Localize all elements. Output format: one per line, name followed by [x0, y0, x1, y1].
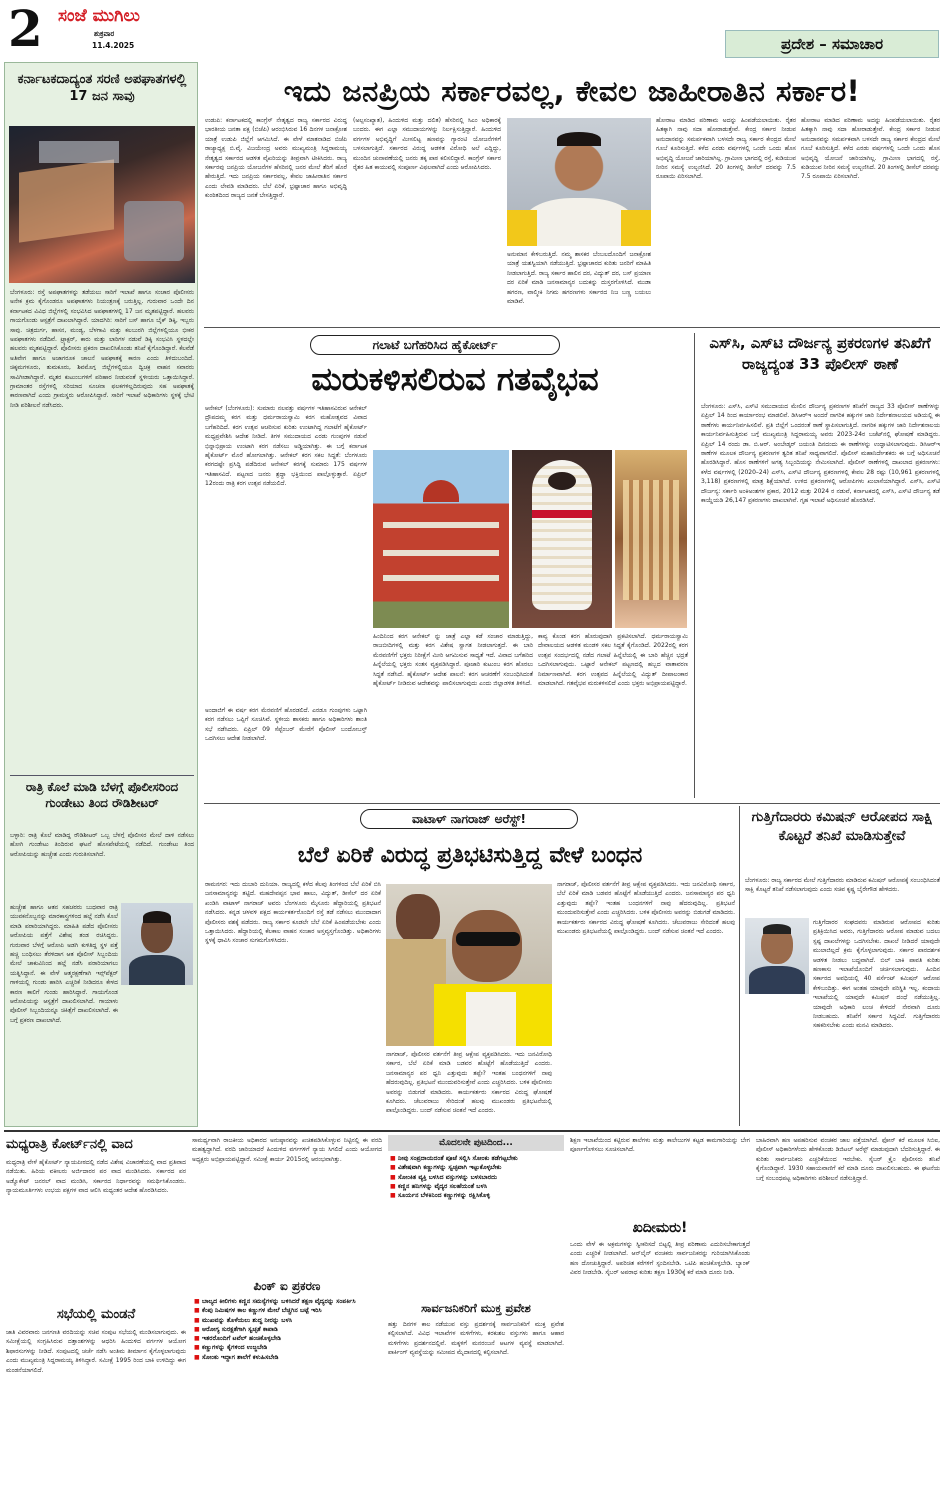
lead-col-3: ಅನುಮಾನ ಕೇಳಿಬರುತ್ತಿದೆ. ನಮ್ಮ ಶಾಸಕರ ಬೆಂಬಲದೊಂದಿಗೆ ಜನಾಕ್ರೋಶ ಯಾತ್ರೆ ಯಶಸ್ವಿಯಾಗಿ ನಡೆಯುತ್ತಿದೆ. ಭ್ರಷ್ಟಾಚಾರದ ಕುರಿತು ಜನರಿಗೆ ಮಾಹಿತಿ ನೀಡಲಾಗುತ್ತಿದೆ. ರಾಜ್ಯ ಸರ್ಕಾರ ಹಾಲಿನ ದರ, ವಿದ್ಯುತ್ ದರ, ಬಸ್ ಪ್ರಯಾಣ ದರ ಏರಿಕೆ ಮಾಡಿ ಜನಸಾಮಾನ್ಯರ ಬದುಕನ್ನು ದುಸ್ತರಗೊಳಿಸಿದೆ. ಮುಡಾ ಹಗರಣ, ವಾಲ್ಮೀಕಿ ನಿಗಮ ಹಗರಣಗಳು ಸರ್ಕಾರದ ನಿಜ ಬಣ್ಣ ಬಯಲು ಮಾಡಿವೆ. [507, 251, 651, 306]
public-entry-body: ಹತ್ತು ದಿನಗಳ ಕಾಲ ನಡೆಯುವ ವಸ್ತು ಪ್ರದರ್ಶನಕ್ಕೆ ಸಾರ್ವಜನಿಕರಿಗೆ ಮುಕ್ತ ಪ್ರವೇಶ ಕಲ್ಪಿಸಲಾಗಿದೆ. ವಿವಿಧ ಇಲಾಖೆಗಳ ಮಳಿಗೆಗಳು, ಕರಕುಶಲ ವಸ್ತುಗಳು ಹಾಗೂ ಆಹಾರ ಮಳಿಗೆಗಳು ಪ್ರದರ್ಶನದಲ್ಲಿವೆ. ಮಕ್ಕಳಿಗೆ ಮನರಂಜನೆ ಆಟಗಳ ವ್ಯವಸ್ಥೆ ಮಾಡಲಾಗಿದೆ. ಪಾರ್ಕಿಂಗ್ ವ್ಯವಸ್ಥೆಯನ್ನು ಸಮೀಪದ ಮೈದಾನದಲ್ಲಿ ಕಲ್ಪಿಸಲಾಗಿದೆ. [388, 1321, 564, 1357]
lead-col-5: ಹೋರಾಟ ಮಾಡಿದ ಪರಿಣಾಮ ಅದನ್ನು ಹಿಂಪಡೆಯಲಾಯಿತು. ರೈತರ ಹಿತಕ್ಕಾಗಿ ನಾವು ಸದಾ ಹೋರಾಡುತ್ತೇವೆ. ಕೇಂದ್ರ ಸರ್ಕಾರ ನೀಡುವ ಅನುದಾನವನ್ನು ಸಮರ್ಪಕವಾಗಿ ಬಳಸದೇ ರಾಜ್ಯ ಸರ್ಕಾರ ಕೇಂದ್ರದ ಮೇಲೆ ಗೂಬೆ ಕೂರಿಸುತ್ತಿದೆ. ಕಳೆದ ಎರಡು ವರ್ಷಗಳಲ್ಲಿ ಒಂದೇ ಒಂದು ಹೊಸ ಅಭಿವೃದ್ಧಿ ಯೋಜನೆ ಜಾರಿಯಾಗಿಲ್ಲ. ಗ್ರಾಮೀಣ ಭಾಗದಲ್ಲಿ ರಸ್ತೆ, ಕುಡಿಯುವ ನೀರಿನ ಸಮಸ್ಯೆ ಉಲ್ಬಣಿಸಿದೆ. 20 ತಿಂಗಳಲ್ಲಿ ಡೀಸೆಲ್ ದರವನ್ನು 7.5 ರೂಪಾಯಿ ಏರಿಸಲಾಗಿದೆ. [801, 117, 940, 181]
pink-eye-item: ■ ಕಣ್ಣುಗಳನ್ನು ಕೈಗಳಿಂದ ಉಜ್ಜಬೇಡಿ [194, 1343, 382, 1352]
bottom-col-2-top: ಸಾಮರ್ಥ್ಯವಾಗಿ ರಾಜಕೀಯ ಅಧಿಕಾರದ ಅನುಷ್ಠಾನವನ್ನು ಖಚಿತಪಡಿಸಿಕೊಳ್ಳುವ ನಿಟ್ಟಿನಲ್ಲಿ ಈ ವರದಿ ಮಹತ್ವದ್ದಾಗಿದೆ. ವರದಿ ಜಾರಿಯಾದರೆ ಹಿಂದುಳಿದ ವರ್ಗಗಳಿಗೆ ನ್ಯಾಯ ಸಿಗಲಿದೆ ಎಂದು ಆಯೋಗದ ಅಧ್ಯಕ್ಷರು ಅಭಿಪ್ರಾಯಪಟ್ಟಿದ್ದಾರೆ. ಸಮೀಕ್ಷೆ ಕಾರ್ಯ 2015ರಲ್ಲಿ ಆರಂಭವಾಗಿತ್ತು. [192, 1137, 382, 1163]
karaga-crowd-photo [615, 450, 687, 628]
lead-col-2: (ಅಲ್ಪಸಂಖ್ಯಾತ), ಹಿಂದುಳಿದ ಮತ್ತು ದಲಿತ) ಹೆಸರಿನಲ್ಲಿ ಸಿಎಂ ಅಧಿಕಾರಕ್ಕೆ ಬಂದರು. ಈಗ ಎಲ್ಲಾ ಸಮುದಾಯಗಳನ್ನು ನಿರ್ಲಕ್ಷಿಸುತ್ತಿದ್ದಾರೆ. ಹಿಂದುಳಿದ ವರ್ಗಗಳ ಅಭಿವೃದ್ಧಿಗೆ ಮೀಸಲಿಟ್ಟ ಹಣವನ್ನು ಗ್ಯಾರಂಟಿ ಯೋಜನೆಗಳಿಗೆ ಬಳಸಲಾಗುತ್ತಿದೆ. ಸರ್ಕಾರದ ವಿರುದ್ಧ ಆಡಳಿತ ವಿರೋಧಿ ಅಲೆ ಎದ್ದಿದ್ದು, ಮುಂದಿನ ಚುನಾವಣೆಯಲ್ಲಿ ಜನರು ತಕ್ಕ ಪಾಠ ಕಲಿಸಲಿದ್ದಾರೆ. ಕಾಂಗ್ರೆಸ್ ಸರ್ಕಾರ ರೈತರ ಹಿತ ಕಾಯುವಲ್ಲಿ ಸಂಪೂರ್ಣ ವಿಫಲವಾಗಿದೆ ಎಂದು ಆರೋಪಿಸಿದರು. [353, 117, 501, 172]
sidebar-story-rowdy: ಹುಚ್ಚೇಶ ಹಾಗೂ ಆತನ ಸಹಚರರು ಬುಧವಾರ ರಾತ್ರಿ ಯುವಕನೊಬ್ಬನನ್ನು ಮಾರಕಾಸ್ತ್ರಗಳಿಂದ ಹಲ್ಲೆ ನಡೆಸಿ ಕೊಲೆ ಮಾಡಿ ಪರಾರಿಯಾಗಿದ್ದರು. ಮಾಹಿತಿ ಪಡೆದ ಪೊಲೀಸರು ಆರೋಪಿಯ ಪತ್ತೆಗೆ ವಿಶೇಷ ತಂಡ ರಚಿಸಿದ್ದರು. ಗುರುವಾರ ಬೆಳಗ್ಗೆ ಆರೋಪಿ ಅಡಗಿ ಕುಳಿತಿದ್ದ ಸ್ಥಳ ಪತ್ತೆ ಹಚ್ಚಿ ಬಂಧಿಸಲು ತೆರಳಿದಾಗ ಆತ ಪೊಲೀಸ್ ಸಿಬ್ಬಂದಿಯ ಮೇಲೆ ಚಾಕುವಿನಿಂದ ಹಲ್ಲೆ ನಡೆಸಿ ಪರಾರಿಯಾಗಲು ಯತ್ನಿಸಿದ್ದಾನೆ. ಈ ವೇಳೆ ಆತ್ಮರಕ್ಷಣೆಗಾಗಿ ಇನ್ಸ್‌ಪೆಕ್ಟರ್ ಗಾಳಿಯಲ್ಲಿ ಗುಂಡು ಹಾರಿಸಿ ಎಚ್ಚರಿಕೆ ನೀಡಿದರೂ ಕೇಳದ ಕಾರಣ ಕಾಲಿಗೆ ಗುಂಡು ಹಾರಿಸಿದ್ದಾರೆ. ಗಾಯಗೊಂಡ ಆರೋಪಿಯನ್ನು ಆಸ್ಪತ್ರೆಗೆ ದಾಖಲಿಸಲಾಗಿದೆ. ಗಾಯಾಳು ಪೊಲೀಸ್ ಸಿಬ್ಬಂದಿಯನ್ನೂ ಚಿಕಿತ್ಸೆಗೆ ದಾಖಲಿಸಲಾಗಿದೆ. ಈ ಬಗ್ಗೆ ಪ್ರಕರಣ ದಾಖಲಾಗಿದೆ. [10, 904, 118, 1024]
khadi-heading: ಖದೀಮರು! [632, 1220, 688, 1236]
khadi-body: ಒಂದು ವೇಳೆ ಈ ಅಕ್ರಮಗಳನ್ನು ಸ್ವೀಕರಿಸದೆ ಬಿಟ್ಟಲ್ಲಿ ತೀವ್ರ ಪರಿಣಾಮ ಎದುರಿಸಬೇಕಾಗುತ್ತದೆ ಎಂದು ಎಚ್ಚರಿಕೆ ನೀಡಲಾಗಿದೆ. ಆನ್‌ಲೈನ್ ವಂಚಕರು ಸಾರ್ವಜನಿಕರನ್ನು ಗುರಿಯಾಗಿಸಿಕೊಂಡು ಹಣ ದೋಚುತ್ತಿದ್ದಾರೆ. ಅಪರಿಚಿತ ಕರೆಗಳಿಗೆ ಸ್ಪಂದಿಸಬೇಡಿ. ಒಟಿಪಿ ಹಂಚಿಕೊಳ್ಳಬೇಡಿ. ಬ್ಯಾಂಕ್ ವಿವರ ನೀಡಬೇಡಿ. ಸೈಬರ್ ಅಪರಾಧ ಕುರಿತು ತಕ್ಷಣ 1930ಕ್ಕೆ ಕರೆ ಮಾಡಿ ದೂರು ನೀಡಿ. [570, 1241, 750, 1277]
contractor-headline: ಗುತ್ತಿಗೆದಾರರು ಕಮಿಷನ್ ಆರೋಪದ ಸಾಕ್ಷಿ ಕೊಟ್ಟರೆ ತನಿಖೆ ಮಾಡಿಸುತ್ತೇವೆ [751, 809, 933, 844]
rowdy-photo [121, 903, 193, 985]
continued-item: ■ ನೀವು ಸಂಪ್ರದಾಯದಂತೆ ಪೂಜೆ ಸಲ್ಲಿಸಿ ಸೋಂಕು ತಡೆಗಟ್ಟಬೇಕು [390, 1154, 564, 1163]
contractor-intro: ಬೆಂಗಳೂರು: ರಾಜ್ಯ ಸರ್ಕಾರದ ಮೇಲೆ ಗುತ್ತಿಗೆದಾರರು ಮಾಡಿರುವ ಕಮಿಷನ್ ಆರೋಪಕ್ಕೆ ಸಂಬಂಧಿಸಿದಂತೆ ಸಾಕ್ಷಿ ಕೊಟ್ಟರೆ ತನಿಖೆ ನಡೆಸಲಾಗುವುದು ಎಂದು ಸಚಿವ ಕೃಷ್ಣ ಬೈರೇಗೌಡ ಹೇಳಿದರು. [745, 877, 940, 894]
section-banner [725, 30, 939, 58]
krishna-byregowda-photo [745, 918, 809, 994]
divider-main-bottom [4, 1130, 940, 1132]
vijayendra-photo [507, 118, 651, 246]
high-court-photo [373, 450, 509, 628]
arrest-col-1: ರಾಮನಗರ: ಇದು ದುಬಾರಿ ದುನಿಯಾ. ರಾಜ್ಯದಲ್ಲಿ ಕಳೆದ ಕೆಲವು ತಿಂಗಳಿಂದ ಬೆಲೆ ಏರಿಕೆ ಬಿಸಿ ಜನಸಾಮಾನ್ಯರನ್ನು ತಟ್ಟಿದೆ. ಮಹದೇವಪ್ಪನ ಭಾವ ಹಾಲು, ವಿದ್ಯುತ್, ಡೀಸೆಲ್ ದರ ಏರಿಕೆ ಖಂಡಿಸಿ ವಾಟಾಳ್ ನಾಗರಾಜ್ ಅವರು ಬೆಂಗಳೂರು ಮೈಸೂರು ಹೆದ್ದಾರಿಯಲ್ಲಿ ಪ್ರತಿಭಟನೆ ನಡೆಸಿದರು. ಕನ್ನಡ ಚಳವಳಿ ಪಕ್ಷದ ಕಾರ್ಯಕರ್ತರೊಂದಿಗೆ ರಸ್ತೆ ತಡೆ ನಡೆಸಲು ಮುಂದಾದಾಗ ಪೊಲೀಸರು ವಶಕ್ಕೆ ಪಡೆದರು. ರಾಜ್ಯ ಸರ್ಕಾರ ಕೂಡಲೇ ಬೆಲೆ ಏರಿಕೆ ಹಿಂಪಡೆಯಬೇಕು ಎಂದು ಒತ್ತಾಯಿಸಿದರು. ಹೆದ್ದಾರಿಯಲ್ಲಿ ಕೆಲಕಾಲ ವಾಹನ ಸಂಚಾರ ಅಸ್ತವ್ಯಸ್ತಗೊಂಡಿತ್ತು. ಅಧಿಕಾರಿಗಳು ಸ್ಥಳಕ್ಕೆ ಧಾವಿಸಿ ಸಂಚಾರ ಸುಗಮಗೊಳಿಸಿದರು. [205, 881, 381, 945]
police-headline: ಎಸ್‌ಸಿ, ಎಸ್‌ಟಿ ದೌರ್ಜನ್ಯ ಪ್ರಕರಣಗಳ ತನಿಖೆಗೆ ರಾಜ್ಯದ್ಯಂತ 33 ಪೊಲೀಸ್ ಠಾಣೆ [709, 334, 931, 373]
police-body: ಬೆಂಗಳೂರು: ಎಸ್‌ಸಿ, ಎಸ್‌ಟಿ ಸಮುದಾಯದ ಮೇಲಿನ ದೌರ್ಜನ್ಯ ಪ್ರಕರಣಗಳ ತನಿಖೆಗೆ ರಾಜ್ಯದ 33 ಪೊಲೀಸ್ ಠಾಣೆಗಳನ್ನು ಏಪ್ರಿಲ್ 14 ರಿಂದ ಕಾರ್ಯಾರಂಭ ಮಾಡಲಿವೆ. ಡಿಸಿಆರ್‌ಇ ಅಂದರೆ ನಾಗರಿಕ ಹಕ್ಕುಗಳ ಜಾರಿ ನಿರ್ದೇಶನಾಲಯದ ಅಡಿಯಲ್ಲಿ ಈ ಠಾಣೆಗಳು ಕಾರ್ಯನಿರ್ವಹಿಸಲಿವೆ. ಪ್ರತಿ ಜಿಲ್ಲೆಗೆ ಒಂದರಂತೆ ಠಾಣೆ ಸ್ಥಾಪಿಸಲಾಗುತ್ತಿದೆ. ನಾಗರಿಕ ಹಕ್ಕುಗಳ ಜಾರಿ ನಿರ್ದೇಶನಾಲಯ ಕಾರ್ಯನಿರ್ವಹಿಸುತ್ತಿರುವ ಬಗ್ಗೆ ಮುಖ್ಯಮಂತ್ರಿ ಸಿದ್ದರಾಮಯ್ಯ ಅವರು 2023-24ರ ಬಜೆಟ್‌ನಲ್ಲಿ ಘೋಷಣೆ ಮಾಡಿದ್ದರು. ಏಪ್ರಿಲ್ 14 ರಂದು ಡಾ. ಬಿ.ಆರ್. ಅಂಬೇಡ್ಕರ್ ಜಯಂತಿ ದಿನದಂದು ಈ ಠಾಣೆಗಳನ್ನು ಉದ್ಘಾಟಿಸಲಾಗುವುದು. ಡಿಸಿಆರ್‌ಇ ಠಾಣೆಗಳ ಮೂಲಕ ದೌರ್ಜನ್ಯ ಪ್ರಕರಣಗಳ ತ್ವರಿತ ತನಿಖೆ ಸಾಧ್ಯವಾಗಲಿದೆ. ಪೊಲೀಸ್ ಮಹಾನಿರ್ದೇಶಕರು ಈ ಬಗ್ಗೆ ಅಧಿಸೂಚನೆ ಹೊರಡಿಸಿದ್ದಾರೆ. ಹೊಸ ಠಾಣೆಗಳಿಗೆ ಅಗತ್ಯ ಸಿಬ್ಬಂದಿಯನ್ನು ನೇಮಿಸಲಾಗಿದೆ. ಪೊಲೀಸ್ ಠಾಣೆಗಳಲ್ಲಿ ದಾಖಲಾದ ಪ್ರಕರಣಗಳು: ಕಳೆದ ವರ್ಷಗಳಲ್ಲಿ (2020–24) ಎಸ್‌ಸಿ, ಎಸ್‌ಟಿ ದೌರ್ಜನ್ಯ ಪ್ರಕರಣಗಳಲ್ಲಿ ಕೇವಲ 28 ರಷ್ಟು (10,961 ಪ್ರಕರಣಗಳಲ್ಲಿ 3,118) ಪ್ರಕರಣಗಳಲ್ಲಿ ಮಾತ್ರ ಶಿಕ್ಷೆಯಾಗಿದೆ. ಉಳಿದ ಪ್ರಕರಣಗಳಲ್ಲಿ ಆರೋಪಿಗಳು ಖುಲಾಸೆಯಾಗಿದ್ದಾರೆ. ಎಸ್‌ಸಿ, ಎಸ್‌ಟಿ ದೌರ್ಜನ್ಯ: ಸರ್ಕಾರಿ ಅಂಕಿಅಂಶಗಳ ಪ್ರಕಾರ, 2012 ಮತ್ತು 2024 ರ ನಡುವೆ, ಕರ್ನಾಟಕದಲ್ಲಿ ಎಸ್‌ಸಿ, ಎಸ್‌ಟಿ ದೌರ್ಜನ್ಯ ತಡೆ ಕಾಯ್ದೆಯಡಿ 26,147 ಪ್ರಕರಣಗಳು ದಾಖಲಾಗಿವೆ. ಗೃಹ ಇಲಾಖೆ ಅಧಿಸೂಚನೆ ಹೊರಡಿಸಿದೆ. [701, 403, 940, 505]
divider-vertical-court [694, 333, 695, 798]
arrest-col-2: ನಾಗರಾಜ್, ಪೊಲೀಸರ ವರ್ತನೆಗೆ ತೀವ್ರ ಆಕ್ಷೇಪ ವ್ಯಕ್ತಪಡಿಸಿದರು. ಇದು ಜನವಿರೋಧಿ ಸರ್ಕಾರ, ಬೆಲೆ ಏರಿಕೆ ಮಾಡಿ ಬಡವರ ಹೊಟ್ಟೆಗೆ ಹೊಡೆಯುತ್ತಿದೆ ಎಂದರು. ಜನಸಾಮಾನ್ಯರ ಪರ ಧ್ವನಿ ಎತ್ತುವುದು ತಪ್ಪೇ? ಇಂತಹ ಬಂಧನಗಳಿಗೆ ನಾವು ಹೆದರುವುದಿಲ್ಲ. ಪ್ರತಿಭಟನೆ ಮುಂದುವರಿಸುತ್ತೇವೆ ಎಂದು ಎಚ್ಚರಿಸಿದರು. ಬಳಿಕ ಪೊಲೀಸರು ಅವರನ್ನು ಬಿಡುಗಡೆ ಮಾಡಿದರು. ಕಾರ್ಯಕರ್ತರು ಸರ್ಕಾರದ ವಿರುದ್ಧ ಘೋಷಣೆ ಕೂಗಿದರು. ಚೆಲುವರಾಜು ಸೇರಿದಂತೆ ಹಲವು ಮುಖಂಡರು ಪ್ರತಿಭಟನೆಯಲ್ಲಿ ಪಾಲ್ಗೊಂಡಿದ್ದರು. ಬಂದ್ ನಡೆಸುವ ಚಿಂತನೆ ಇದೆ ಎಂದರು. [557, 881, 735, 936]
vatal-nagaraj-photo [386, 884, 552, 1046]
paper-logo: ಸಂಜೆ ಮುಗಿಲು [58, 6, 140, 26]
issue-day: ಶುಕ್ರವಾರ [94, 30, 115, 38]
pink-eye-heading: ಪಿಂಕ್ ಐ ಪ್ರಕರಣ [253, 1279, 321, 1293]
arrest-kicker: ವಾಟಾಳ್ ನಾಗರಾಜ್ ಅರೆಸ್ಟ್! [360, 809, 578, 829]
public-entry-heading: ಸಾರ್ವಜನಿಕರಿಗೆ ಮುಕ್ತ ಪ್ರವೇಶ [421, 1301, 531, 1315]
continued-heading: ಮೊದಲನೇ ಪುಟದಿಂದ... [439, 1138, 513, 1148]
court-col-1: ಆನೇಕಲ್ (ಬೆಂಗಳೂರು): ಸುಮಾರು ನಲವತ್ತು ವರ್ಷಗಳ ಇತಿಹಾಸವಿರುವ ಆನೇಕಲ್ ದ್ರೌಪದಮ್ಮ ಕರಗ ಮತ್ತು ಧರ್ಮರಾಯಸ್ವಾಮಿ ಕರಗ ಮಹೋತ್ಸವದ ವಿವಾದ ಬಗೆಹರಿದಿದೆ. ಕರಗ ಉತ್ಸವ ಆಚರಿಸುವ ಕುರಿತು ಉಂಟಾಗಿದ್ದ ಗಲಾಟೆಗೆ ಹೈಕೋರ್ಟ್ ಮಧ್ಯಪ್ರವೇಶಿಸಿ ಆದೇಶ ನೀಡಿದೆ. ತಿಗಳ ಸಮುದಾಯದ ಎರಡು ಗುಂಪುಗಳ ನಡುವೆ ಭಿನ್ನಾಭಿಪ್ರಾಯ ಉಂಟಾಗಿ ಕರಗ ನಡೆಸಲು ಅಡ್ಡಿಯಾಗಿತ್ತು. ಈ ಬಗ್ಗೆ ಕರ್ನಾಟಕ ಹೈಕೋರ್ಟ್ ಮೊರೆ ಹೋಗಲಾಗಿತ್ತು. ಆನೇಕಲ್ ಕರಗ ಸಕಲ ಸಿದ್ಧತೆ: ಬೆಂಗಳೂರು ಕರಗದಷ್ಟೇ ಪ್ರಸಿದ್ಧಿ ಪಡೆದಿರುವ ಆನೇಕಲ್ ಕರಗಕ್ಕೆ ಸುಮಾರು 175 ವರ್ಷಗಳ ಇತಿಹಾಸವಿದೆ. ಪಟ್ಟಣದ ಜನರು ಶ್ರದ್ಧಾ ಭಕ್ತಿಯಿಂದ ಪಾಲ್ಗೊಳ್ಳುತ್ತಾರೆ. ಏಪ್ರಿಲ್ 12ರಂದು ರಾತ್ರಿ ಕರಗ ಉತ್ಸವ ನಡೆಯಲಿದೆ. [205, 405, 367, 488]
continued-item: ■ ಕಣ್ಣಿನ ಹನಿಗಳನ್ನು ವೈದ್ಯರ ಸಲಹೆಯಂತೆ ಬಳಸಿ [390, 1182, 564, 1191]
issue-date: 11.4.2025 [92, 41, 135, 50]
pink-eye-item: ■ ಮುಖವನ್ನು ತೊಳೆಯಲು ಶುದ್ಧ ನೀರನ್ನು ಬಳಸಿ [194, 1316, 382, 1325]
pink-eye-item: ■ ಸೋಂಕು ಇದ್ದಾಗ ಶಾಲೆಗೆ ಕಳುಹಿಸಬೇಡಿ [194, 1353, 382, 1362]
section-title: ಪ್ರದೇಶ – ಸಮಾಚಾರ [780, 35, 884, 53]
arrest-photo-caption: ನಾಗರಾಜ್, ಪೊಲೀಸರ ವರ್ತನೆಗೆ ತೀವ್ರ ಆಕ್ಷೇಪ ವ್ಯಕ್ತಪಡಿಸಿದರು. ಇದು ಜನವಿರೋಧಿ ಸರ್ಕಾರ, ಬೆಲೆ ಏರಿಕೆ ಮಾಡಿ ಬಡವರ ಹೊಟ್ಟೆಗೆ ಹೊಡೆಯುತ್ತಿದೆ ಎಂದರು. ಜನಸಾಮಾನ್ಯರ ಪರ ಧ್ವನಿ ಎತ್ತುವುದು ತಪ್ಪೇ? ಇಂತಹ ಬಂಧನಗಳಿಗೆ ನಾವು ಹೆದರುವುದಿಲ್ಲ. ಪ್ರತಿಭಟನೆ ಮುಂದುವರಿಸುತ್ತೇವೆ ಎಂದು ಎಚ್ಚರಿಸಿದರು. ಬಳಿಕ ಪೊಲೀಸರು ಅವರನ್ನು ಬಿಡುಗಡೆ ಮಾಡಿದರು. ಕಾರ್ಯಕರ್ತರು ಸರ್ಕಾರದ ವಿರುದ್ಧ ಘೋಷಣೆ ಕೂಗಿದರು. ಚೆಲುವರಾಜು ಸೇರಿದಂತೆ ಹಲವು ಮುಖಂಡರು ಪ್ರತಿಭಟನೆಯಲ್ಲಿ ಪಾಲ್ಗೊಂಡಿದ್ದರು. ಬಂದ್ ನಡೆಸುವ ಚಿಂತನೆ ಇದೆ ಎಂದರು. [386, 1051, 552, 1115]
page-number: 2 [8, 0, 43, 58]
sidebar-headline-rowdy: ರಾತ್ರಿ ಕೊಲೆ ಮಾಡಿ ಬೆಳಗ್ಗೆ ಪೊಲೀಸರಿಂದ ಗುಂಡೇಟು ತಿಂದ ರೌಡಿಶೀಟರ್ [25, 780, 179, 810]
continued-banner [388, 1135, 564, 1151]
pink-eye-item: ■ ಕೆಂಪು ನಿಮಿಷಗಳ ಕಾಲ ಕಣ್ಣುಗಳ ಮೇಲೆ ಬೆಚ್ಚಗಿನ ಬಟ್ಟೆ ಇರಿಸಿ [194, 1306, 382, 1315]
bottom-col-4-top: ಶಿಕ್ಷಣ ಇಲಾಖೆಯಿಂದ ಕಟ್ಟಿರುವ ಶಾಲೆಗಳು ಮತ್ತು ಕಾಲೇಜುಗಳ ಕಟ್ಟಡ ಕಾಮಗಾರಿಯನ್ನು ಬೇಗ ಪೂರ್ಣಗೊಳಿಸಲು ಸೂಚಿಸಲಾಗಿದೆ. [570, 1137, 750, 1154]
pink-eye-item: ■ ಬಾಲ್ಯದ ಕೀಲಿಗಳು ಕಣ್ಣಿನ ಸಮಸ್ಯೆಗಳನ್ನು ಬಳಿಸಿದರೆ ತಕ್ಷಣ ವೈದ್ಯರನ್ನು ಸಂಪರ್ಕಿಸಿ [194, 1297, 382, 1306]
divider-lead [204, 327, 940, 328]
bottom-meeting-headline: ಸಭೆಯಲ್ಲಿ ಮಂಡನೆ [56, 1307, 136, 1322]
divider-vertical-arrest [739, 806, 740, 1126]
lead-col-4: ಹೋರಾಟ ಮಾಡಿದ ಪರಿಣಾಮ ಅದನ್ನು ಹಿಂಪಡೆಯಲಾಯಿತು. ರೈತರ ಹಿತಕ್ಕಾಗಿ ನಾವು ಸದಾ ಹೋರಾಡುತ್ತೇವೆ. ಕೇಂದ್ರ ಸರ್ಕಾರ ನೀಡುವ ಅನುದಾನವನ್ನು ಸಮರ್ಪಕವಾಗಿ ಬಳಸದೇ ರಾಜ್ಯ ಸರ್ಕಾರ ಕೇಂದ್ರದ ಮೇಲೆ ಗೂಬೆ ಕೂರಿಸುತ್ತಿದೆ. ಕಳೆದ ಎರಡು ವರ್ಷಗಳಲ್ಲಿ ಒಂದೇ ಒಂದು ಹೊಸ ಅಭಿವೃದ್ಧಿ ಯೋಜನೆ ಜಾರಿಯಾಗಿಲ್ಲ. ಗ್ರಾಮೀಣ ಭಾಗದಲ್ಲಿ ರಸ್ತೆ, ಕುಡಿಯುವ ನೀರಿನ ಸಮಸ್ಯೆ ಉಲ್ಬಣಿಸಿದೆ. 20 ತಿಂಗಳಲ್ಲಿ ಡೀಸೆಲ್ ದರವನ್ನು 7.5 ರೂಪಾಯಿ ಏರಿಸಲಾಗಿದೆ. [656, 117, 796, 181]
bottom-court-headline: ಮಧ್ಯರಾತ್ರಿ ಕೋರ್ಟ್‌ನಲ್ಲಿ ವಾದ [6, 1137, 133, 1152]
continued-item: ■ ವಿಶೇಷವಾಗಿ ಕಣ್ಣುಗಳನ್ನು ಸ್ವಚ್ಛವಾಗಿ ಇಟ್ಟುಕೊಳ್ಳಬೇಕು [390, 1163, 564, 1172]
court-kicker: ಗಲಾಟೆ ಬಗೆಹರಿಸಿದ ಹೈಕೋರ್ಟ್ [310, 335, 560, 355]
contractor-body: ಗುತ್ತಿಗೆದಾರರ ಸಂಘದವರು ಮಾಡಿರುವ ಆರೋಪದ ಕುರಿತು ಪ್ರತಿಕ್ರಿಯಿಸಿದ ಅವರು, ಗುತ್ತಿಗೆದಾರರು ಆರೋಪ ಮಾಡುವ ಬದಲು ಸ್ಪಷ್ಟ ದಾಖಲೆಗಳನ್ನು ಒದಗಿಸಬೇಕು. ದಾಖಲೆ ನೀಡಿದರೆ ಯಾವುದೇ ಮುಲಾಜಿಲ್ಲದೆ ಕ್ರಮ ಕೈಗೊಳ್ಳಲಾಗುವುದು. ಸರ್ಕಾರ ಪಾರದರ್ಶಕ ಆಡಳಿತ ನೀಡಲು ಬದ್ಧವಾಗಿದೆ. ಬಿಲ್ ಬಾಕಿ ಪಾವತಿ ಕುರಿತು ಹಣಕಾಸು ಇಲಾಖೆಯೊಂದಿಗೆ ಚರ್ಚಿಸಲಾಗುವುದು. ಹಿಂದಿನ ಸರ್ಕಾರದ ಅವಧಿಯಲ್ಲಿ 40 ಪರ್ಸೆಂಟ್ ಕಮಿಷನ್ ಆರೋಪ ಕೇಳಿಬಂದಿತ್ತು. ಈಗ ಅಂತಹ ಯಾವುದೇ ಪರಿಸ್ಥಿತಿ ಇಲ್ಲ. ಕಂದಾಯ ಇಲಾಖೆಯಲ್ಲಿ ಯಾವುದೇ ಕಮಿಷನ್ ದಂಧೆ ನಡೆಯುತ್ತಿಲ್ಲ. ಯಾವುದೇ ಅಧಿಕಾರಿ ಲಂಚ ಕೇಳಿದರೆ ನೇರವಾಗಿ ದೂರು ನೀಡಬಹುದು. ತನಿಖೆಗೆ ಸರ್ಕಾರ ಸಿದ್ಧವಿದೆ. ಗುತ್ತಿಗೆದಾರರು ಸಹಕರಿಸಬೇಕು ಎಂದು ಮನವಿ ಮಾಡಿದರು. [813, 919, 940, 1030]
court-headline: ಮರುಕಳಿಸಲಿರುವ ಗತವೈಭವ [311, 360, 599, 398]
arrest-headline: ಬೆಲೆ ಏರಿಕೆ ವಿರುದ್ಧ ಪ್ರತಿಭಟಿಸುತ್ತಿದ್ದ ವೇಳೆ ಬಂಧನ [297, 843, 643, 868]
accident-photo [9, 126, 195, 283]
lead-col-1: ಉಡುಪಿ: ಕರ್ನಾಟಕದಲ್ಲಿ ಕಾಂಗ್ರೆಸ್ ನೇತೃತ್ವದ ರಾಜ್ಯ ಸರ್ಕಾರದ ವಿರುದ್ಧ ಭಾರತೀಯ ಜನತಾ ಪಕ್ಷ (ಬಿಜೆಪಿ) ಆರಂಭಿಸಿರುವ 16 ದಿನಗಳ ಜನಾಕ್ರೋಶ ಯಾತ್ರೆ ಉಡುಪಿ ಜಿಲ್ಲೆಗೆ ಆಗಮಿಸಿದೆ. ಈ ವೇಳೆ ಮಾತನಾಡಿದ ಬಿಜೆಪಿ ರಾಜ್ಯಾಧ್ಯಕ್ಷ ಬಿ.ವೈ. ವಿಜಯೇಂದ್ರ ಅವರು ಮುಖ್ಯಮಂತ್ರಿ ಸಿದ್ದರಾಮಯ್ಯ ನೇತೃತ್ವದ ಸರ್ಕಾರದ ಆಡಳಿತ ವೈಖರಿಯನ್ನು ತೀವ್ರವಾಗಿ ಟೀಕಿಸಿದರು. ರಾಜ್ಯ ಸರ್ಕಾರವು ಜನಪ್ರಿಯ ಯೋಜನೆಗಳ ಹೆಸರಿನಲ್ಲಿ ಜನರ ಮೇಲೆ ತೆರಿಗೆ ಹೊರೆ ಹೇರುತ್ತಿದೆ. ಇದು ಜನಪ್ರಿಯ ಸರ್ಕಾರವಲ್ಲ, ಕೇವಲ ಜಾಹೀರಾತಿನ ಸರ್ಕಾರ ಎಂದು ಲೇವಡಿ ಮಾಡಿದರು. ಬೆಲೆ ಏರಿಕೆ, ಭ್ರಷ್ಟಾಚಾರ ಹಾಗೂ ಅಭಿವೃದ್ಧಿ ಕುಂಠಿತದಿಂದ ರಾಜ್ಯದ ಜನತೆ ಬೇಸತ್ತಿದ್ದಾರೆ. [205, 117, 347, 200]
sidebar-headline-accidents: ಕರ್ನಾಟಕದಾದ್ಯಂತ ಸರಣಿ ಅಪಘಾತಗಳಲ್ಲಿ 17 ಜನ ಸಾವು [17, 72, 187, 104]
pink-eye-list [194, 1297, 382, 1487]
court-col-3: ಕಾವ್ಯ ಕೊಂಡ ಕರಗ ಹೊರುವುದಾಗಿ ಪ್ರಕಟಿಸಲಾಗಿದೆ. ಧರ್ಮರಾಯಸ್ವಾಮಿ ದೇವಾಲಯದ ಆಡಳಿತ ಮಂಡಳಿ ಸಕಲ ಸಿದ್ಧತೆ ಕೈಗೊಂಡಿದೆ. 2022ರಲ್ಲಿ ಕರಗ ಉತ್ಸವ ಸಂದರ್ಭದಲ್ಲಿ ನಡೆದ ಗಲಾಟೆ ಹಿನ್ನೆಲೆಯಲ್ಲಿ ಈ ಬಾರಿ ಹೆಚ್ಚಿನ ಭದ್ರತೆ ಒದಗಿಸಲಾಗುವುದು. ಒಟ್ಟಾರೆ ಆನೇಕಲ್ ಪಟ್ಟಣದಲ್ಲಿ ಹಬ್ಬದ ವಾತಾವರಣ ನಿರ್ಮಾಣವಾಗಿದೆ. ಕರಗ ಉತ್ಸವದ ಹಿನ್ನೆಲೆಯಲ್ಲಿ ವಿದ್ಯುತ್ ದೀಪಾಲಂಕಾರ ಮಾಡಲಾಗಿದೆ. ಗತವೈಭವ ಮರುಕಳಿಸಲಿದೆ ಎಂದು ಭಕ್ತರು ಅಭಿಪ್ರಾಯಪಟ್ಟಿದ್ದಾರೆ. [538, 633, 688, 688]
court-caption-col: ಹಿಂದಿನಿಂದ ಕರಗ ಆನೇಕಲ್ ನ್ನು ಜಾತ್ರೆ ಎಲ್ಲಾ ಕಡೆ ಸಂಚಾರ ಮಾಡುತ್ತಿದ್ದು, ರಾಜಬೀದಿಗಳಲ್ಲಿ ಮತ್ತು ಕರಗ ವಿಶೇಷ ಸ್ವಾಗತ ನೀಡಲಾಗುತ್ತದೆ. ಈ ಬಾರಿ ಮೆರವಣಿಗೆಗೆ ಭಕ್ತರು ನಿರೀಕ್ಷೆಗೆ ಮೀರಿ ಆಗಮಿಸುವ ಸಾಧ್ಯತೆ ಇದೆ. ವಿವಾದ ಬಗೆಹರಿದ ಹಿನ್ನೆಲೆಯಲ್ಲಿ ಭಕ್ತರು ಸಂತಸ ವ್ಯಕ್ತಪಡಿಸಿದ್ದಾರೆ. ಪೂಜಾರಿ ಕುಟುಂಬ ಕರಗ ಹೊರಲು ಸಿದ್ಧತೆ ನಡೆಸಿದೆ. ಹೈಕೋರ್ಟ್ ಆದೇಶ ಪಾಲನೆ: ಕರಗ ಆಚರಣೆಗೆ ಸಂಬಂಧಿಸಿದಂತೆ ಹೈಕೋರ್ಟ್ ನೀಡಿರುವ ಆದೇಶವನ್ನು ಪಾಲಿಸಲಾಗುವುದು ಎಂದು ಜಿಲ್ಲಾಡಳಿತ ತಿಳಿಸಿದೆ. [373, 633, 533, 688]
sidebar-divider [10, 775, 194, 776]
continued-item: ■ ಸೂರ್ಯನ ಬೆಳಕಿನಿಂದ ಕಣ್ಣುಗಳನ್ನು ರಕ್ಷಿಸಿಕೊಳ್ಳಿ [390, 1191, 564, 1200]
karaga-photo [512, 450, 612, 628]
continued-list [390, 1154, 564, 1274]
pink-eye-item: ■ ಆರೋಗ್ಯ ಸುರಕ್ಷತೆಗಾಗಿ ಸ್ವಚ್ಛತೆ ಕಾಪಾಡಿ [194, 1325, 382, 1334]
continued-item: ■ ಸೋಂಕಿತ ವ್ಯಕ್ತಿ ಬಳಸಿದ ವಸ್ತುಗಳನ್ನು ಬಳಸಬಾರದು [390, 1173, 564, 1182]
bottom-meeting-body: ಜಾತಿ ವಿವರವಾರು ಜನಗಣತಿ ವರದಿಯನ್ನು ಸಚಿವ ಸಂಪುಟ ಸಭೆಯಲ್ಲಿ ಮಂಡಿಸಲಾಗುವುದು. ಈ ಸಮೀಕ್ಷೆಯಲ್ಲಿ ಸಂಗ್ರಹಿಸಿರುವ ದತ್ತಾಂಶಗಳನ್ನು ಆಧರಿಸಿ ಹಿಂದುಳಿದ ವರ್ಗಗಳ ಆಯೋಗ ಶಿಫಾರಸುಗಳನ್ನು ನೀಡಿದೆ. ಸಂಪುಟದಲ್ಲಿ ಚರ್ಚೆ ನಡೆಸಿ ಅಂತಿಮ ತೀರ್ಮಾನ ಕೈಗೊಳ್ಳಲಾಗುವುದು ಎಂದು ಮುಖ್ಯಮಂತ್ರಿ ಸಿದ್ದರಾಮಯ್ಯ ತಿಳಿಸಿದ್ದಾರೆ. ಸಮೀಕ್ಷೆ 1995 ರಿಂದ ಬಾಕಿ ಉಳಿದಿದ್ದು ಈಗ ಮಂಡನೆಯಾಗಲಿದೆ. [6, 1329, 186, 1374]
sidebar-story-accidents: ಬೆಂಗಳೂರು: ರಸ್ತೆ ಅಪಘಾತಗಳನ್ನು ತಡೆಯಲು ಸಾರಿಗೆ ಇಲಾಖೆ ಹಾಗೂ ಸಂಚಾರ ಪೊಲೀಸರು ಅನೇಕ ಕ್ರಮ ಕೈಗೊಂಡರೂ ಅಪಘಾತಗಳು ನಿಯಂತ್ರಣಕ್ಕೆ ಬರುತ್ತಿಲ್ಲ. ಗುರುವಾರ ಒಂದೇ ದಿನ ಕರ್ನಾಟಕದ ವಿವಿಧ ಜಿಲ್ಲೆಗಳಲ್ಲಿ ಸಂಭವಿಸಿದ ಅಪಘಾತಗಳಲ್ಲಿ 17 ಜನ ಮೃತಪಟ್ಟಿದ್ದಾರೆ. ಹಲವರು ಗಾಯಗೊಂಡು ಆಸ್ಪತ್ರೆಗೆ ದಾಖಲಾಗಿದ್ದಾರೆ. ಯಾದಗಿರಿ: ಸಾರಿಗೆ ಬಸ್ ಹಾಗೂ ಬೈಕ್ ಡಿಕ್ಕಿ, ಇಬ್ಬರು ಸಾವು. ಚಿತ್ರದುರ್ಗ, ಹಾಸನ, ಮಂಡ್ಯ, ಬೆಳಗಾವಿ ಮತ್ತು ಕಲಬುರಗಿ ಜಿಲ್ಲೆಗಳಲ್ಲಿಯೂ ಭೀಕರ ಅಪಘಾತಗಳು ನಡೆದಿವೆ. ಟ್ರ್ಯಾಕ್ಟರ್, ಕಾರು ಮತ್ತು ಲಾರಿಗಳ ನಡುವೆ ಡಿಕ್ಕಿ ಸಂಭವಿಸಿ ಸ್ಥಳದಲ್ಲೇ ಹಲವರು ಮೃತಪಟ್ಟಿದ್ದಾರೆ. ಪೊಲೀಸರು ಪ್ರಕರಣ ದಾಖಲಿಸಿಕೊಂಡು ತನಿಖೆ ಕೈಗೊಂಡಿದ್ದಾರೆ. ಕೆಲವೆಡೆ ಅತಿವೇಗ ಹಾಗೂ ಅಜಾಗರೂಕ ಚಾಲನೆ ಅಪಘಾತಕ್ಕೆ ಕಾರಣ ಎಂದು ತಿಳಿದುಬಂದಿದೆ. ಚಿಕ್ಕಮಗಳೂರು, ತುಮಕೂರು, ಶಿವಮೊಗ್ಗ ಜಿಲ್ಲೆಗಳಲ್ಲಿಯೂ ದ್ವಿಚಕ್ರ ವಾಹನ ಸವಾರರು ಸಾವಿಗೀಡಾಗಿದ್ದಾರೆ. ಮೃತರ ಕುಟುಂಬಗಳಿಗೆ ಪರಿಹಾರ ನೀಡುವಂತೆ ಸ್ಥಳೀಯರು ಒತ್ತಾಯಿಸಿದ್ದಾರೆ. ಗ್ರಾಮಾಂತರ ರಸ್ತೆಗಳಲ್ಲಿ ಸರಿಯಾದ ಸೂಚನಾ ಫಲಕಗಳಿಲ್ಲದಿರುವುದು ಸಹ ಅಪಘಾತಕ್ಕೆ ಕಾರಣವಾಗಿದೆ ಎಂದು ಗ್ರಾಮಸ್ಥರು ಆರೋಪಿಸಿದ್ದಾರೆ. ಸಾರಿಗೆ ಇಲಾಖೆ ಅಧಿಕಾರಿಗಳು ಸ್ಥಳಕ್ಕೆ ಭೇಟಿ ನೀಡಿ ಪರಿಶೀಲನೆ ನಡೆಸಿದರು. [10, 289, 194, 409]
lead-headline: ಇದು ಜನಪ್ರಿಯ ಸರ್ಕಾರವಲ್ಲ, ಕೇವಲ ಜಾಹೀರಾತಿನ ಸರ್ಕಾರ! [283, 74, 861, 108]
court-col-2: ಅಂದಾಜಿಗೆ ಈ ವರ್ಷ ಕರಗ ಮೆರವಣಿಗೆ ಹೊರಡಲಿದೆ. ಎರಡೂ ಗುಂಪುಗಳು ಒಟ್ಟಾಗಿ ಕರಗ ನಡೆಸಲು ಒಪ್ಪಿಗೆ ಸೂಚಿಸಿವೆ. ಸ್ಥಳೀಯ ಶಾಸಕರು ಹಾಗೂ ಅಧಿಕಾರಿಗಳು ಶಾಂತಿ ಸಭೆ ನಡೆಸಿದರು. ಏಪ್ರಿಲ್ 09 ಸೆಪ್ಟೆಂಬರ್ ಮೇರೆಗೆ ಪೊಲೀಸ್ ಬಂದೋಬಸ್ತ್ ಒದಗಿಸಲು ಆದೇಶ ನೀಡಲಾಗಿದೆ. [205, 707, 367, 743]
bottom-court-body: ಮಧ್ಯರಾತ್ರಿ ವೇಳೆ ಹೈಕೋರ್ಟ್ ನ್ಯಾಯಪೀಠದಲ್ಲಿ ನಡೆದ ವಿಶೇಷ ವಿಚಾರಣೆಯಲ್ಲಿ ವಾದ ಪ್ರತಿವಾದ ನಡೆಯಿತು. ಹಿರಿಯ ವಕೀಲರು ಅರ್ಜಿದಾರರ ಪರ ವಾದ ಮಂಡಿಸಿದರು. ಸರ್ಕಾರದ ಪರ ಅಡ್ವೊಕೇಟ್ ಜನರಲ್ ವಾದ ಮಂಡಿಸಿ, ಸರ್ಕಾರದ ನಿರ್ಧಾರವನ್ನು ಸಮರ್ಥಿಸಿಕೊಂಡರು. ನ್ಯಾಯಮೂರ್ತಿಗಳು ಉಭಯ ಪಕ್ಷಗಳ ವಾದ ಆಲಿಸಿ ಮಧ್ಯಂತರ ಆದೇಶ ಹೊರಡಿಸಿದರು. [6, 1159, 186, 1195]
left-sidebar [4, 62, 198, 1127]
divider-court-bottom [204, 803, 940, 804]
pink-eye-item: ■ ಇತರರೊಂದಿಗೆ ಟವೆಲ್ ಹಂಚಿಕೊಳ್ಳಬೇಡಿ [194, 1334, 382, 1343]
sidebar-story-rowdy-intro: ಬಳ್ಳಾರಿ: ರಾತ್ರಿ ಕೊಲೆ ಮಾಡಿದ್ದ ರೌಡಿಶೀಟರ್ ಒಬ್ಬ ಬೆಳಗ್ಗೆ ಪೊಲೀಸರ ಮೇಲೆ ದಾಳಿ ನಡೆಸಲು ಹೋಗಿ ಗುಂಡೇಟು ತಿಂದಿರುವ ಘಟನೆ ಹೊಸಪೇಟೆಯಲ್ಲಿ ನಡೆದಿದೆ. ಗುಂಡೇಟು ತಿಂದ ಆರೋಪಿಯನ್ನು ಹುಚ್ಚೇಶ ಎಂದು ಗುರುತಿಸಲಾಗಿದೆ. [10, 832, 194, 858]
masthead [0, 0, 945, 60]
bottom-col-5: ಬಾಹಿರವಾಗಿ ಹಣ ಅಪಹರಿಸುವ ವಂಚಕರ ಜಾಲ ಪತ್ತೆಯಾಗಿದೆ. ಫೋನ್ ಕರೆ ಮೂಲಕ ಸಿಬಿಐ, ಪೊಲೀಸ್ ಅಧಿಕಾರಿಗಳೆಂದು ಹೇಳಿಕೊಂಡು ಡಿಜಿಟಲ್ ಅರೆಸ್ಟ್ ಮಾಡುವುದಾಗಿ ಬೆದರಿಸುತ್ತಿದ್ದಾರೆ. ಈ ಕುರಿತು ಸಾರ್ವಜನಿಕರು ಎಚ್ಚರಿಕೆಯಿಂದ ಇರಬೇಕು. ಸೈಬರ್ ಕ್ರೈಂ ಪೊಲೀಸರು ತನಿಖೆ ಕೈಗೊಂಡಿದ್ದಾರೆ. 1930 ಸಹಾಯವಾಣಿಗೆ ಕರೆ ಮಾಡಿ ದೂರು ದಾಖಲಿಸಬಹುದು. ಈ ಘಟನೆಯ ಬಗ್ಗೆ ಸಂಬಂಧಪಟ್ಟ ಅಧಿಕಾರಿಗಳು ಪರಿಶೀಲನೆ ನಡೆಸುತ್ತಿದ್ದಾರೆ. [756, 1137, 940, 1182]
